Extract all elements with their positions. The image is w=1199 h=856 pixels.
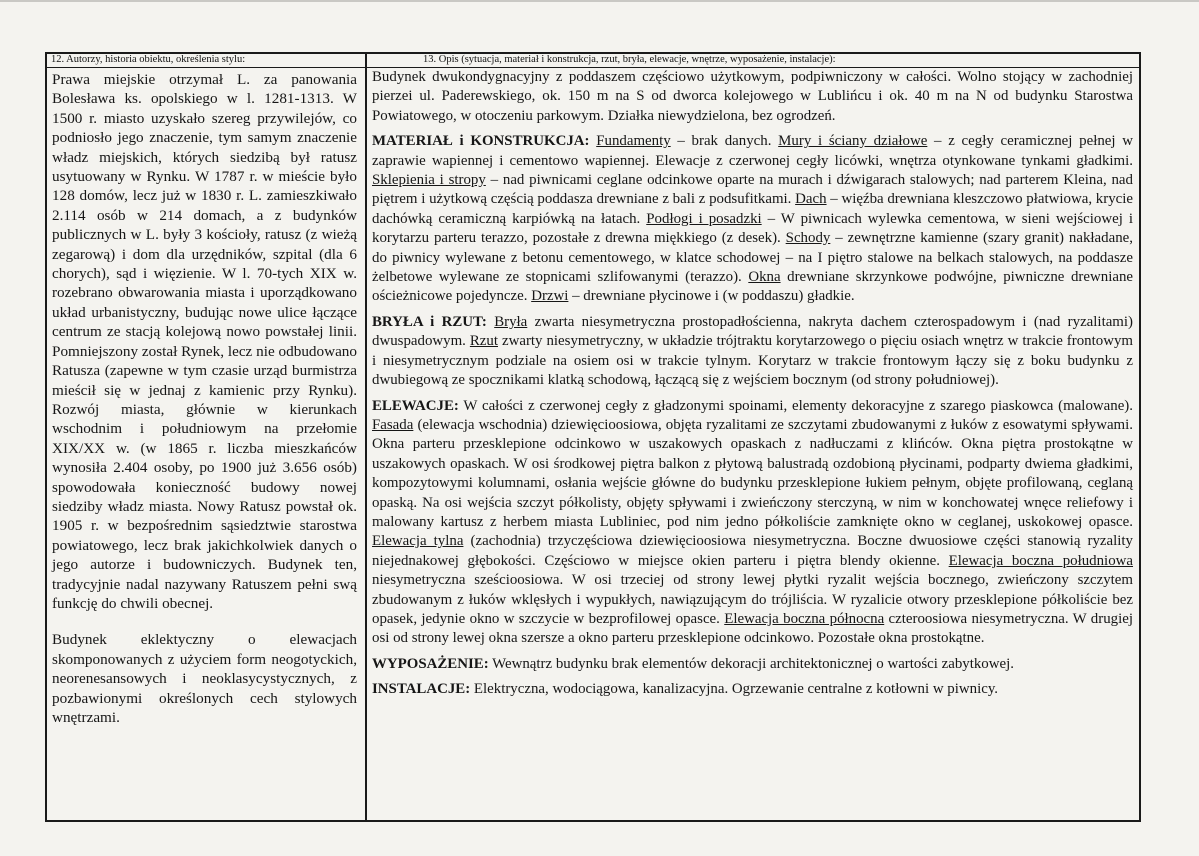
wyposazenie-text: Wewnątrz budynku brak elementów dekoracji architektonicznej o wartości zabytkowej. bbox=[488, 655, 1014, 672]
elewacja-poludniowa-label: Elewacja boczna południowa bbox=[948, 552, 1134, 569]
style-paragraph: Budynek eklektyczny o elewacjach skomponowanych z użyciem form neogotyckich, neorenesansowych i neoklasycystycznych, z pozbawionymi określonych cech stylowych wnętrzami. bbox=[52, 631, 357, 726]
schody-text: – zewnętrzne kamienne (szary granit) nakładane, do piwnicy wylewane z betonu cementowego, w klatce schodowej – na I piętro stalowe na belkach stalowych, na poddasze żelbetowe wylewane ze stopnicami szlifowanymi (terazzo). bbox=[372, 230, 1133, 286]
instalacje-heading: INSTALACJE: bbox=[372, 681, 471, 698]
mury-text: – z cegły ceramicznej pełnej w zaprawie wapiennej i cementowo wapiennej. Elewacje z czerwonej cegły licówki, wnętrza otynkowane tynkami gładkimi. bbox=[372, 133, 1133, 169]
mury-label: Mury i ściany działowe bbox=[778, 133, 928, 150]
wyposazenie-section bbox=[372, 655, 1133, 674]
history-paragraph: Prawa miejskie otrzymał L. za panowania Bolesława ks. opolskiego w l. 1281-1313. W 1500 r. miasto uzyskało szereg przywilejów, co podniosło jego znaczenie, tym samym znaczenie władz miejskich, których siedzibą był ratusz usytuowany w Rynku. W 1787 r. w mieście było 128 domów, lecz już w 1830 r. L. zamieszkiwało 2.114 osób w 214 domach, a z budynków publicznych w L. były 3 kościoły, ratusz (z wieżą zegarową) i dom dla urzędników, szpital (dla 6 chorych), sąd i więzienie. W l. 70-tych XIX w. rozebrano obwarowania miasta i uporządkowano układ urbanistyczny, budując nowe ulice łączące centrum ze stacją kolejową nowo powstałej linii. Pomniejszony został Rynek, lecz nie odbudowano Ratusza (zapewne w tym czasie urząd burmistrza mieścił się w jednaj z kamienic przy Rynku). Rozwój miasta, głównie w kierunkach wschodnim i południowym na przełomie XIX/XX w. (w 1865 r. liczba mieszkańców wynosiła 2.404 osoby, po 1900 już 3.656 osób) spowodowała konieczność budowy nowej siedziby władz miasta. Nowy Ratusz powstał ok. 1905 r. w bezpośrednim sąsiedztwie starostwa powiatowego, lecz brak jakichkolwiek danych o jego autorze i budowniczych. Budynek ten, tradycyjnie nadal nazywany Ratuszem pełni swą funkcję do chwili obecnej. bbox=[52, 71, 357, 612]
bryla-label: Bryła bbox=[494, 313, 528, 330]
sklepienia-text: – nad piwnicami ceglane odcinkowe oparte na murach i dźwigarach stalowych; nad parterem Kleina, nad piętrem i użytkową częścią poddasza drewniane z bali z podsufitkami. bbox=[372, 172, 1133, 208]
okna-label: Okna bbox=[748, 269, 781, 286]
rzut-label: Rzut bbox=[469, 333, 498, 350]
elewacja-tylna-label: Elewacja tylna bbox=[372, 533, 464, 550]
fundamenty-label: Fundamenty bbox=[596, 133, 671, 150]
history-column-header: 12. Autorzy, historia obiektu, określenia stylu: bbox=[47, 54, 365, 68]
bryla-heading: BRYŁA i RZUT: bbox=[372, 313, 487, 330]
elewacja-tylna-text: (zachodnia) trzyczęściowa dziewięcioosiowa niesymetryczna. Boczne dwuosiowe części stanowią ryzality niejednakowej głębokości. Częściowo w miejsce okien parteru i piętra blendy okienne. bbox=[372, 533, 1133, 569]
history-column bbox=[47, 54, 367, 820]
form-table bbox=[45, 52, 1141, 822]
bryla-text: zwarta niesymetryczna prostopadłościenna, nakryta dachem czterospadowym i (nad ryzalitami) dwuspadowym. bbox=[372, 313, 1133, 350]
elewacja-polnocna-text: czteroosiowa niesymetryczna. W drugiej osi od strony lewej okna szersze a okno parteru przesklepione odcinkowo. Pozostałe okna prostokątne. bbox=[372, 610, 1133, 647]
wyposazenie-heading: WYPOSAŻENIE: bbox=[372, 655, 489, 672]
podlogi-text: – W piwnicach wylewka cementowa, w sieni wejściowej i korytarzu parteru terazzo, pozostałe z drewna miękkiego (z desek). bbox=[372, 210, 1133, 247]
instalacje-section bbox=[372, 680, 1133, 699]
history-body bbox=[47, 68, 365, 727]
drzwi-label: Drzwi bbox=[531, 288, 569, 305]
podlogi-label: Podłogi i posadzki bbox=[646, 210, 762, 227]
rzut-text: zwarty niesymetryczny, w układzie trójtraktu korytarzowego o pięciu osiach wnętrz w trakcie frontowym i niesymetrycznym podziale na osiem osi w trakcie tylnym. Korytarz w trakcie frontowym łączy się z boku budynku z dwubiegową ze spocznikami klatką schodową, łączącą się z wejściem bocznym (od strony południowej). bbox=[372, 333, 1133, 389]
description-column-header: 13. Opis (sytuacja, materiał i konstrukcja, rzut, bryła, elewacje, wnętrze, wyposażenie, instalacje): bbox=[367, 54, 1139, 68]
dach-text: – więźba drewniana kleszczowo płatwiowa, krycie dachówką ceramiczną karpiówką na łatach. bbox=[372, 191, 1133, 227]
schody-label: Schody bbox=[785, 230, 831, 247]
elewacja-poludniowa-text: niesymetryczna sześcioosiowa. W osi trzeciej od strony lewej płytki ryzalit wejścia bocznego, zwieńczony szczytem zbudowanym z łuków wklęsłych i wypukłych, nawiązującym do trójliścia. W ryzalicie otwory przesklepione półkoliście bez opasek, jedynie okno w szczycie w bezprofilowej opasce. bbox=[372, 572, 1133, 627]
drzwi-text: – drewniane płycinowe i (w poddaszu) gładkie. bbox=[568, 288, 855, 305]
material-section bbox=[372, 132, 1133, 307]
bryla-section bbox=[372, 313, 1133, 391]
okna-text: drewniane skrzynkowe podwójne, piwniczne drewniane ościeżnicowe pojedyncze. bbox=[372, 269, 1133, 305]
sklepienia-label: Sklepienia i stropy bbox=[372, 172, 486, 189]
elewacje-heading: ELEWACJE: bbox=[372, 397, 459, 414]
elewacje-intro: W całości z czerwonej cegły z gładzonymi spoinami, elementy dekoracyjne z szarego piaskowca (malowane). bbox=[458, 397, 1133, 414]
description-column bbox=[367, 54, 1139, 820]
material-heading: MATERIAŁ i KONSTRUKCJA: bbox=[372, 133, 590, 150]
fasada-label: Fasada bbox=[372, 416, 414, 433]
elewacja-polnocna-label: Elewacja boczna północna bbox=[724, 610, 885, 627]
dach-label: Dach bbox=[795, 191, 827, 208]
description-body bbox=[367, 68, 1139, 700]
fasada-text: (elewacja wschodnia) dziewięcioosiowa, objęta ryzalitami ze szczytami zbudowanymi z łuków z esowatymi spływami. Okna parteru przesklepione odcinkowo w uszakowych opaskach z nadłuczami z klińców. Okna piętra prostokątne w uszakowych opaskach. W osi środkowej piętra balkon z płytową balustradą ozdobioną płycinami, podparty dwiema gładkimi, kompozytowymi kolumnami, osłania wejście główne do budynku przesklepione łukiem pełnym, objęte profilowaną, ceglaną opaską. Na osi wejścia szczyt półkolisty, objęty spływami i zwieńczony sterczyną, w nim w konchowatej wnęce reliefowy i malowany kartusz z herbem miasta Lubliniec, pod nim jedno półkoliście zamknięte okno w ceglanej, uskokowej opasce. bbox=[372, 416, 1133, 530]
elewacje-section bbox=[372, 397, 1133, 649]
instalacje-text: Elektryczna, wodociągowa, kanalizacyjna. Ogrzewanie centralne z kotłowni w piwnicy. bbox=[470, 681, 999, 698]
intro-paragraph: Budynek dwukondygnacyjny z poddaszem częściowo użytkowym, podpiwniczony w całości. Wolno stojący w zachodniej pierzei ul. Paderewskiego, ok. 150 m na S od dworca kolejowego w Lublińcu i ok. 40 m na N od budynku Starostwa Powiatowego, w otoczeniu parkowym. Działka niewydzielona, bez ogrodzeń. bbox=[372, 69, 1133, 124]
fundamenty-text: – brak danych. bbox=[670, 133, 779, 150]
